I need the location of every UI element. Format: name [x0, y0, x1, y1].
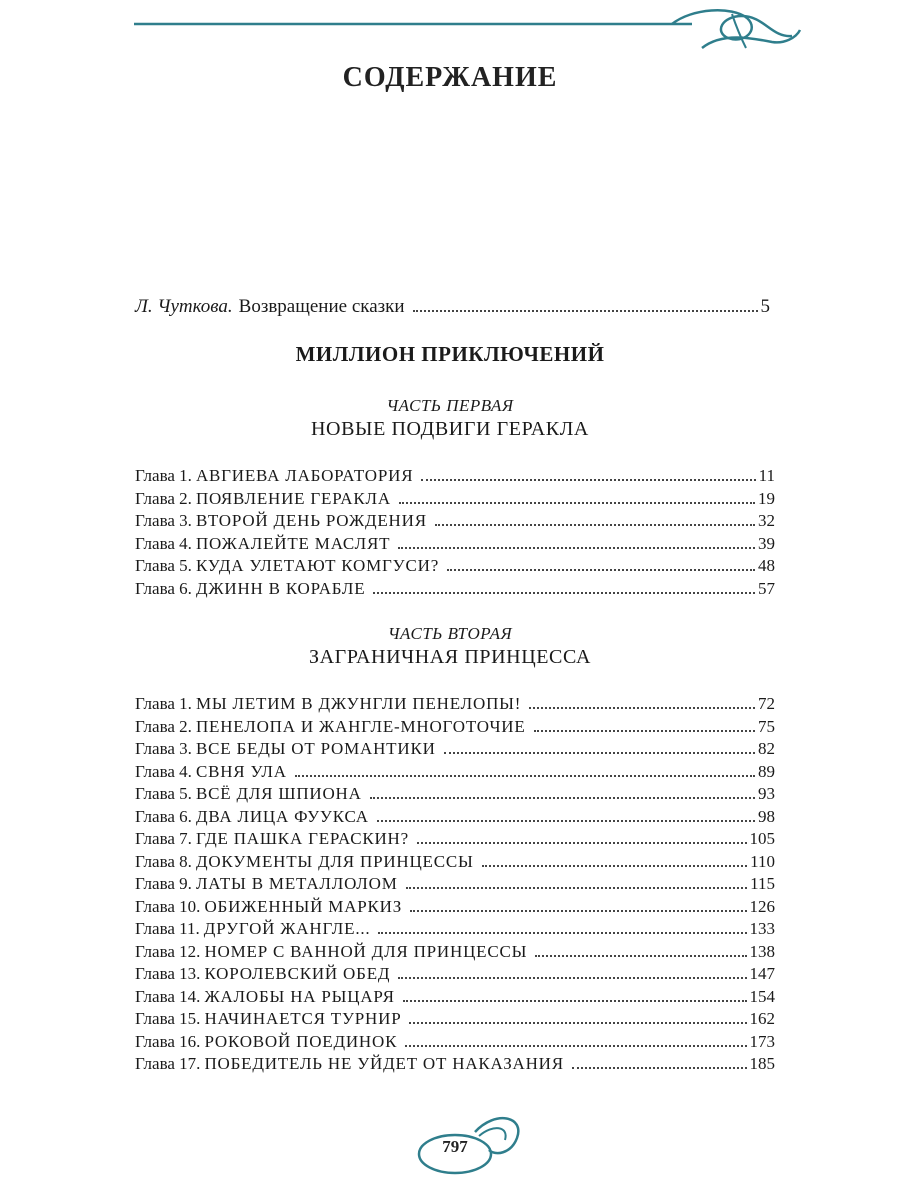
chapter-title: ПОЯВЛЕНИЕ ГЕРАКЛА [195, 488, 391, 508]
chapter-page: 98 [758, 806, 775, 826]
chapter-number: Глава 15. [135, 1009, 201, 1028]
chapter-page: 39 [758, 533, 775, 553]
dot-leader [435, 524, 755, 526]
dot-leader [421, 479, 755, 481]
chapter-page: 105 [749, 829, 775, 848]
toc-entry[interactable] [135, 1032, 775, 1055]
chapter-number: Глава 8. [135, 851, 192, 871]
toc-entry[interactable] [135, 852, 775, 875]
chapter-title: ЛАТЫ В МЕТАЛЛОЛОМ [195, 874, 398, 893]
toc-entry[interactable] [135, 897, 775, 920]
toc-entry[interactable] [135, 466, 775, 489]
chapter-number: Глава 1. [135, 466, 192, 485]
chapter-title: КОРОЛЕВСКИЙ ОБЕД [204, 964, 391, 983]
chapter-number: Глава 12. [135, 941, 201, 961]
intro-title: Возвращение сказки [238, 296, 405, 317]
chapter-title: НОМЕР С ВАННОЙ ДЛЯ ПРИНЦЕССЫ [204, 941, 528, 961]
toc-intro-entry[interactable] [135, 296, 770, 318]
chapter-page: 138 [749, 941, 775, 961]
chapter-page: 154 [749, 986, 775, 1006]
toc-entry[interactable] [135, 987, 775, 1010]
toc-entry[interactable] [135, 919, 775, 942]
toc-entry[interactable] [135, 739, 775, 762]
chapter-number: Глава 6. [135, 578, 192, 598]
dot-leader [410, 910, 746, 912]
chapter-title: ПОБЕДИТЕЛЬ НЕ УЙДЕТ ОТ НАКАЗАНИЯ [204, 1054, 564, 1073]
chapter-number: Глава 16. [135, 1031, 201, 1051]
toc-entry[interactable] [135, 964, 775, 987]
toc-entry[interactable] [135, 874, 775, 897]
dot-leader [398, 547, 755, 549]
dot-leader [398, 977, 746, 979]
decorative-flourish-icon [132, 8, 802, 58]
dot-leader [373, 592, 755, 594]
chapter-page: 115 [750, 874, 775, 893]
chapter-page: 173 [749, 1031, 775, 1051]
chapter-page: 57 [758, 578, 775, 598]
toc-entry[interactable] [135, 784, 775, 807]
chapter-number: Глава 3. [135, 739, 192, 758]
book-title: МИЛЛИОН ПРИКЛЮЧЕНИЙ [295, 342, 605, 366]
chapter-title: СВНЯ УЛА [195, 761, 287, 781]
chapter-title: РОКОВОЙ ПОЕДИНОК [204, 1031, 398, 1051]
dot-leader [534, 730, 755, 732]
chapter-number: Глава 5. [135, 556, 192, 575]
chapter-title: АВГИЕВА ЛАБОРАТОРИЯ [195, 466, 414, 485]
chapter-title: ДЖИНН В КОРАБЛЕ [195, 578, 366, 598]
chapter-page: 147 [749, 964, 775, 983]
chapter-title: НАЧИНАЕТСЯ ТУРНИР [204, 1009, 402, 1028]
chapter-number: Глава 1. [135, 694, 192, 713]
chapter-number: Глава 13. [135, 964, 201, 983]
dot-leader [413, 310, 758, 312]
toc-entry[interactable] [135, 694, 775, 717]
chapter-page: 133 [749, 919, 775, 938]
intro-page-number: 5 [760, 296, 770, 317]
dot-leader [444, 752, 755, 754]
toc-entry[interactable] [135, 579, 775, 602]
chapter-number: Глава 4. [135, 533, 192, 553]
toc-entry[interactable] [135, 942, 775, 965]
chapter-title: ДРУГОЙ ЖАНГЛЕ... [203, 919, 371, 938]
chapter-page: 93 [758, 784, 775, 803]
chapter-page: 48 [758, 556, 775, 575]
chapter-title: ДОКУМЕНТЫ ДЛЯ ПРИНЦЕССЫ [195, 851, 474, 871]
dot-leader [417, 842, 747, 844]
chapter-page: 162 [749, 1009, 775, 1028]
toc-entry[interactable] [135, 1009, 775, 1032]
chapter-title: ПОЖАЛЕЙТЕ МАСЛЯТ [195, 533, 391, 553]
dot-leader [482, 865, 747, 867]
chapter-number: Глава 4. [135, 761, 192, 781]
toc-entry[interactable] [135, 829, 775, 852]
part-one-chapter-list [135, 466, 775, 601]
dot-leader [378, 932, 746, 934]
toc-entry[interactable] [135, 1054, 775, 1077]
dot-leader [377, 820, 755, 822]
chapter-page: 32 [758, 511, 775, 530]
chapter-page: 82 [758, 739, 775, 758]
chapter-number: Глава 5. [135, 784, 192, 803]
chapter-page: 11 [758, 466, 775, 485]
chapter-number: Глава 2. [135, 716, 192, 736]
chapter-title: ВТОРОЙ ДЕНЬ РОЖДЕНИЯ [195, 511, 427, 530]
chapter-number: Глава 3. [135, 511, 192, 530]
chapter-number: Глава 6. [135, 806, 192, 826]
intro-author: Л. Чуткова. [135, 296, 233, 317]
dot-leader [535, 955, 746, 957]
part-one-title: НОВЫЕ ПОДВИГИ ГЕРАКЛА [311, 418, 589, 440]
dot-leader [447, 569, 755, 571]
toc-entry[interactable] [135, 762, 775, 785]
chapter-title: ПЕНЕЛОПА И ЖАНГЛЕ-МНОГОТОЧИЕ [195, 716, 526, 736]
chapter-number: Глава 10. [135, 896, 201, 916]
dot-leader [529, 707, 755, 709]
part-one-label: ЧАСТЬ ПЕРВАЯ [386, 396, 514, 415]
dot-leader [572, 1067, 747, 1069]
dot-leader [409, 1022, 746, 1024]
chapter-title: ДВА ЛИЦА ФУУКСА [195, 806, 369, 826]
part-two-label: ЧАСТЬ ВТОРАЯ [387, 624, 513, 643]
toc-entry[interactable] [135, 807, 775, 830]
part-two-chapter-list [135, 694, 775, 1077]
chapter-page: 75 [758, 716, 775, 736]
chapter-number: Глава 2. [135, 488, 192, 508]
chapter-page: 89 [758, 761, 775, 781]
dot-leader [370, 797, 755, 799]
chapter-page: 19 [758, 488, 775, 508]
chapter-title: ВСЁ ДЛЯ ШПИОНА [195, 784, 362, 803]
chapter-title: МЫ ЛЕТИМ В ДЖУНГЛИ ПЕНЕЛОПЫ! [195, 694, 522, 713]
chapter-number: Глава 7. [135, 829, 192, 848]
toc-entry[interactable] [135, 534, 775, 557]
chapter-page: 110 [750, 851, 775, 871]
chapter-title: ЖАЛОБЫ НА РЫЦАРЯ [204, 986, 395, 1006]
chapter-title: ВСЕ БЕДЫ ОТ РОМАНТИКИ [195, 739, 436, 758]
dot-leader [406, 887, 748, 889]
chapter-title: ГДЕ ПАШКА ГЕРАСКИН? [195, 829, 409, 848]
chapter-page: 72 [758, 694, 775, 713]
toc-entry[interactable] [135, 717, 775, 740]
dot-leader [403, 1000, 747, 1002]
page-title: СОДЕРЖАНИЕ [342, 62, 558, 93]
chapter-number: Глава 14. [135, 986, 201, 1006]
toc-entry[interactable] [135, 489, 775, 512]
toc-entry[interactable] [135, 556, 775, 579]
chapter-title: ОБИЖЕННЫЙ МАРКИЗ [204, 896, 403, 916]
dot-leader [399, 502, 755, 504]
chapter-number: Глава 9. [135, 874, 192, 893]
page-number: 797 [442, 1137, 468, 1156]
part-two-title: ЗАГРАНИЧНАЯ ПРИНЦЕССА [309, 646, 591, 668]
dot-leader [405, 1045, 746, 1047]
toc-entry[interactable] [135, 511, 775, 534]
chapter-page: 126 [749, 896, 775, 916]
chapter-page: 185 [749, 1054, 775, 1073]
chapter-number: Глава 17. [135, 1054, 201, 1073]
chapter-number: Глава 11. [135, 919, 200, 938]
chapter-title: КУДА УЛЕТАЮТ КОМГУСИ? [195, 556, 440, 575]
dot-leader [295, 775, 755, 777]
